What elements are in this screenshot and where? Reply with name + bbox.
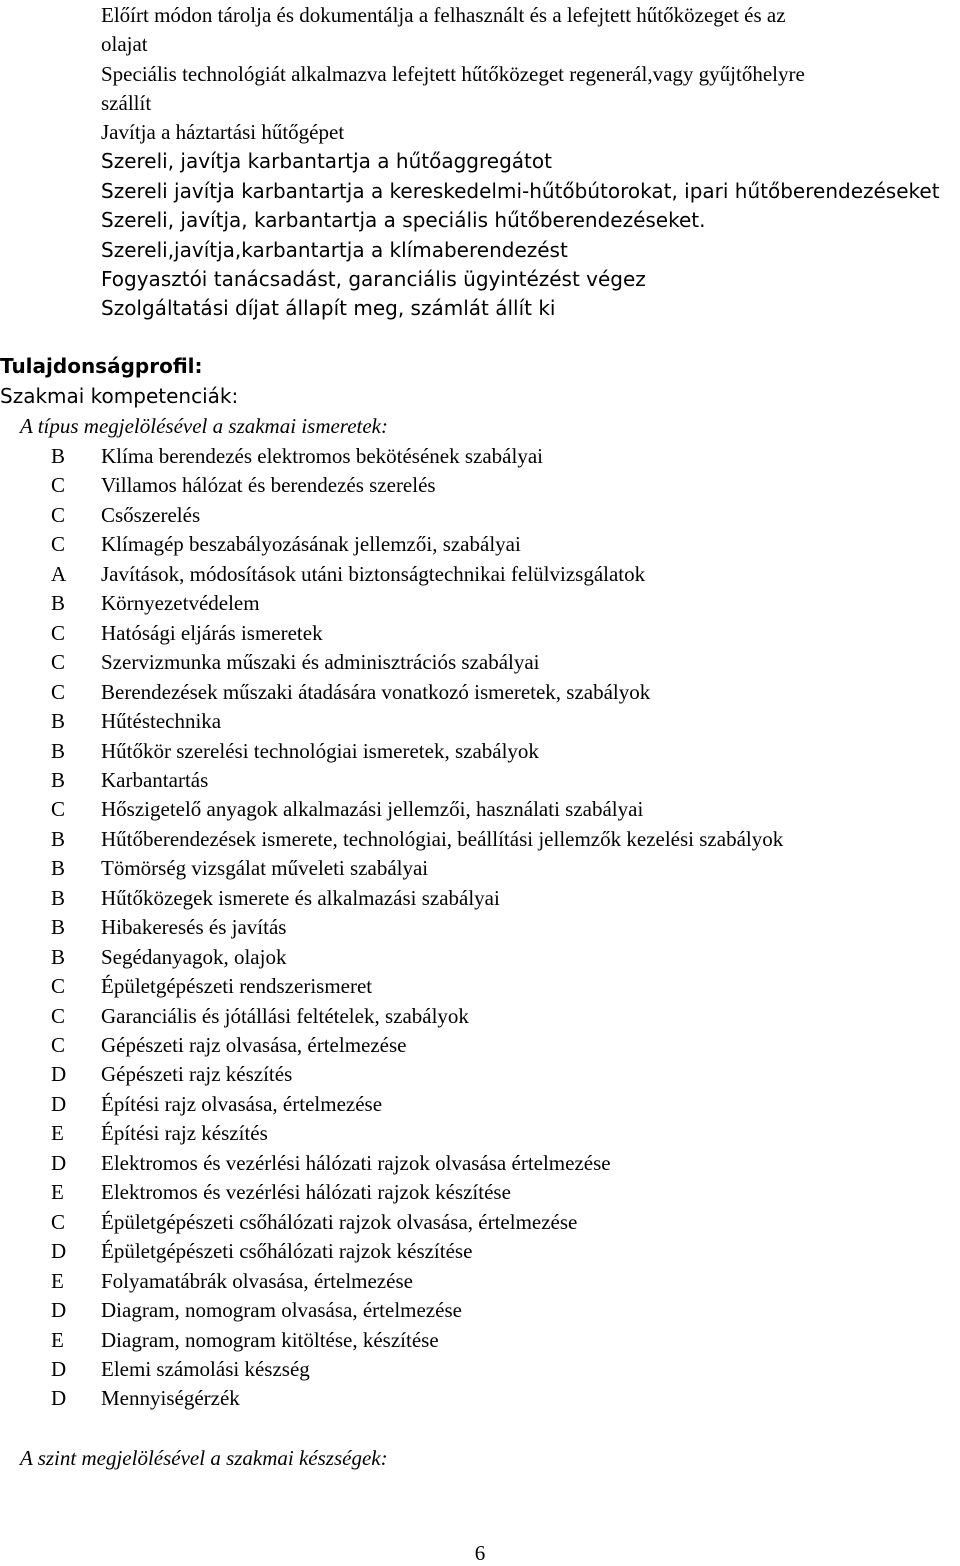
task-line: Szereli, javítja karbantartja a hűtőaggregátot: [101, 149, 552, 173]
knowledge-level: E: [51, 1180, 64, 1204]
knowledge-text: Elemi számolási készség: [101, 1357, 310, 1381]
knowledge-text: Elektromos és vezérlési hálózati rajzok olvasása értelmezése: [101, 1151, 611, 1175]
knowledge-text: Környezetvédelem: [101, 591, 260, 615]
knowledge-text: Hűtéstechnika: [101, 709, 222, 733]
knowledge-level: D: [51, 1298, 67, 1322]
knowledge-text: Garanciális és jótállási feltételek, szabályok: [101, 1004, 469, 1028]
knowledge-level: B: [51, 915, 66, 939]
task-line: Szereli,javítja,karbantartja a klímaberendezést: [101, 238, 568, 262]
knowledge-level: B: [51, 739, 66, 763]
knowledge-text: Klímagép beszabályozásának jellemzői, szabályai: [101, 532, 521, 556]
knowledge-level: D: [51, 1357, 67, 1381]
knowledge-text: Karbantartás: [101, 768, 209, 792]
knowledge-level: B: [51, 768, 66, 792]
task-line: Speciális technológiát alkalmazva lefejtett hűtőközeget regenerál,vagy gyűjtőhelyre: [101, 62, 805, 86]
knowledge-level: B: [51, 886, 66, 910]
knowledge-text: Hűtőkör szerelési technológiai ismeretek, szabályok: [101, 739, 539, 763]
task-line: Szereli javítja karbantartja a kereskedelmi-hűtőbútorokat, ipari hűtőberendezéseket: [101, 179, 940, 203]
knowledge-text: Épületgépészeti rendszerismeret: [101, 974, 373, 998]
knowledge-text: Épületgépészeti csőhálózati rajzok olvasása, értelmezése: [101, 1210, 578, 1234]
task-line: olajat: [101, 32, 148, 56]
knowledge-level: B: [51, 591, 66, 615]
task-line: Előírt módon tárolja és dokumentálja a felhasznált és a lefejtett hűtőközeget és az: [101, 3, 786, 27]
knowledge-text: Segédanyagok, olajok: [101, 945, 287, 969]
knowledge-text: Hűtőközegek ismerete és alkalmazási szabályai: [101, 886, 500, 910]
knowledge-level: C: [51, 503, 66, 527]
knowledge-text: Hőszigetelő anyagok alkalmazási jellemzői, használati szabályai: [101, 797, 644, 821]
knowledge-level: D: [51, 1386, 67, 1410]
knowledge-text: Mennyiségérzék: [101, 1386, 240, 1410]
knowledge-level: C: [51, 621, 66, 645]
knowledge-level: C: [51, 797, 66, 821]
knowledge-text: Elektromos és vezérlési hálózati rajzok készítése: [101, 1180, 511, 1204]
knowledge-level: C: [51, 650, 66, 674]
knowledge-text: Tömörség vizsgálat műveleti szabályai: [101, 856, 429, 880]
knowledge-text: Szervizmunka műszaki és adminisztrációs szabályai: [101, 650, 540, 674]
knowledge-level: C: [51, 680, 66, 704]
knowledge-text: Diagram, nomogram olvasása, értelmezése: [101, 1298, 462, 1322]
knowledge-level: B: [51, 856, 66, 880]
knowledge-level: A: [51, 562, 67, 586]
knowledge-text: Javítások, módosítások utáni biztonságtechnikai felülvizsgálatok: [101, 562, 646, 586]
knowledge-level: C: [51, 1210, 66, 1234]
knowledge-text: Hűtőberendezések ismerete, technológiai, beállítási jellemzők kezelési szabályok: [101, 827, 784, 851]
knowledge-text: Villamos hálózat és berendezés szerelés: [101, 473, 436, 497]
knowledge-text: Diagram, nomogram kitöltése, készítése: [101, 1328, 439, 1352]
knowledge-text: Építési rajz olvasása, értelmezése: [101, 1092, 383, 1116]
knowledge-text: Csőszerelés: [101, 503, 201, 527]
knowledge-text: Hatósági eljárás ismeretek: [101, 621, 323, 645]
knowledge-text: Épületgépészeti csőhálózati rajzok készítése: [101, 1239, 473, 1263]
knowledge-level: C: [51, 473, 66, 497]
profile-title: Tulajdonságprofil:: [0, 354, 203, 378]
profile-subtitle: Szakmai kompetenciák:: [0, 384, 239, 408]
knowledge-level: C: [51, 1004, 66, 1028]
knowledge-text: Klíma berendezés elektromos bekötésének szabályai: [101, 444, 543, 468]
knowledge-text: Építési rajz készítés: [101, 1121, 268, 1145]
knowledge-text: Berendezések műszaki átadására vonatkozó ismeretek, szabályok: [101, 680, 651, 704]
skills-heading: A szint megjelölésével a szakmai készségek:: [20, 1446, 388, 1470]
task-line: Szereli, javítja, karbantartja a speciális hűtőberendezéseket.: [101, 208, 706, 232]
knowledge-level: E: [51, 1269, 64, 1293]
knowledge-level: B: [51, 709, 66, 733]
task-line: Szolgáltatási díjat állapít meg, számlát állít ki: [101, 296, 556, 320]
knowledge-level: C: [51, 1033, 66, 1057]
knowledge-level: C: [51, 974, 66, 998]
knowledge-level: B: [51, 945, 66, 969]
knowledge-text: Gépészeti rajz készítés: [101, 1062, 293, 1086]
knowledge-text: Hibakeresés és javítás: [101, 915, 287, 939]
knowledge-level: D: [51, 1062, 67, 1086]
knowledge-text: Folyamatábrák olvasása, értelmezése: [101, 1269, 413, 1293]
page-number: 6: [474, 1541, 486, 1565]
knowledge-level: E: [51, 1121, 64, 1145]
knowledge-level: B: [51, 827, 66, 851]
knowledge-level: D: [51, 1092, 67, 1116]
knowledge-level: B: [51, 444, 66, 468]
task-line: Javítja a háztartási hűtőgépet: [101, 120, 345, 144]
knowledge-text: Gépészeti rajz olvasása, értelmezése: [101, 1033, 407, 1057]
knowledge-level: C: [51, 532, 66, 556]
knowledge-heading: A típus megjelölésével a szakmai ismeretek:: [20, 414, 388, 438]
knowledge-level: D: [51, 1151, 67, 1175]
task-line: Fogyasztói tanácsadást, garanciális ügyintézést végez: [101, 267, 646, 291]
task-line: szállít: [101, 91, 152, 115]
knowledge-level: D: [51, 1239, 67, 1263]
knowledge-level: E: [51, 1328, 64, 1352]
